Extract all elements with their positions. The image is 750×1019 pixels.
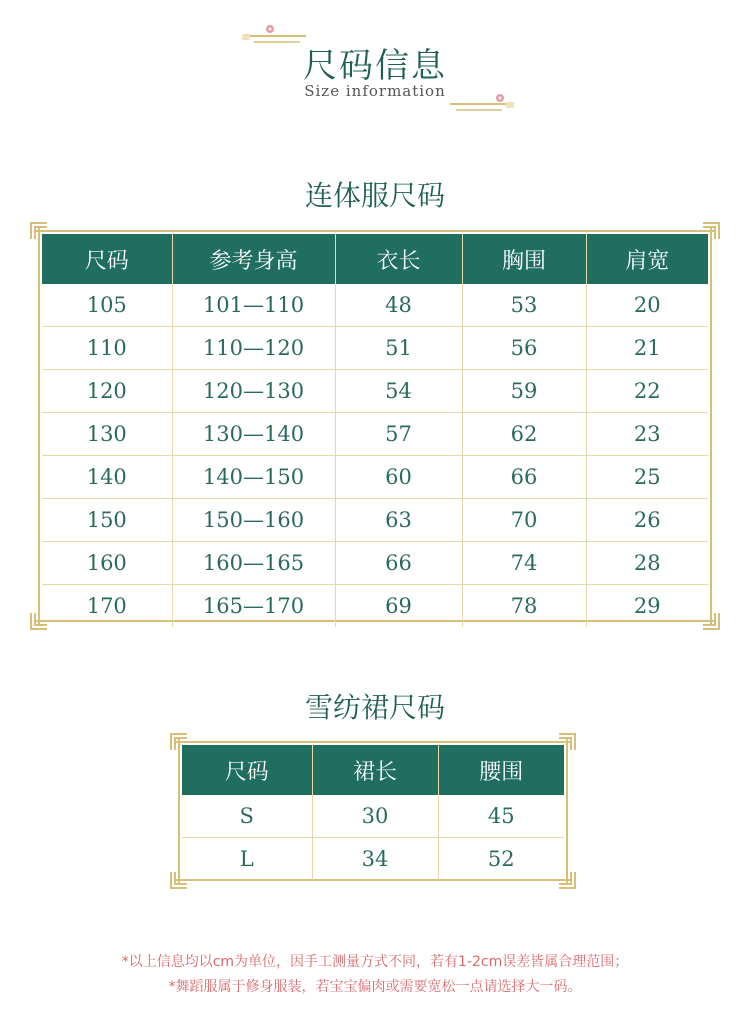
table-cell: 52 (487, 847, 515, 871)
table-cell: 170 (42, 585, 172, 628)
table-cell: 160—165 (172, 542, 335, 585)
table-row (42, 370, 708, 413)
table-row (42, 413, 708, 456)
note-line: *以上信息均以cm为单位，因手工测量方式不同，若有1-2cm误差皆属合理范围； (121, 954, 629, 970)
column-header: 尺码 (182, 745, 312, 795)
table-cell: 66 (462, 456, 586, 499)
table-cell: 30 (312, 795, 438, 838)
table-cell: 48 (335, 284, 462, 327)
table-cell: 28 (586, 542, 708, 585)
table-cell: 130 (42, 413, 172, 456)
table-cell: 105 (42, 284, 172, 327)
table-cell: 51 (335, 327, 462, 370)
table-cell: 160 (42, 542, 172, 585)
table-row (42, 585, 708, 628)
table-cell: 120 (42, 370, 172, 413)
table-cell: 60 (335, 456, 462, 499)
table-cell: 45 (438, 795, 564, 838)
table-cell: 20 (586, 284, 708, 327)
table-header-row (182, 745, 564, 795)
table-cell: 130—140 (172, 413, 335, 456)
page-header (0, 0, 750, 130)
table-cell: 74 (462, 542, 586, 585)
column-header: 衣长 (335, 234, 462, 284)
table-cell: L (182, 838, 312, 881)
table-cell: 69 (335, 585, 462, 628)
table-cell: 54 (335, 370, 462, 413)
column-header: 胸围 (462, 234, 586, 284)
table-cell: 57 (335, 413, 462, 456)
table-row (42, 284, 708, 327)
table-cell: 22 (586, 370, 708, 413)
table-cell: 34 (312, 838, 438, 881)
table-cell: 70 (462, 499, 586, 542)
table-row (42, 542, 708, 585)
table-cell: 101—110 (172, 284, 335, 327)
skirt-size-table-frame (170, 733, 576, 889)
table-row (42, 499, 708, 542)
page-title: 尺码信息 (303, 46, 447, 86)
table-cell: 59 (462, 370, 586, 413)
table-cell: 63 (335, 499, 462, 542)
notes (0, 950, 750, 1000)
table-cell: 26 (586, 499, 708, 542)
table-row (182, 838, 564, 881)
table-row (42, 327, 708, 370)
table-cell: 110—120 (172, 327, 335, 370)
table-cell: 21 (586, 327, 708, 370)
chiffon-skirt-size-title: 雪纺裙尺码 (304, 691, 445, 724)
note-line: *舞蹈服属于修身服装，若宝宝偏肉或需要宽松一点请选择大一码。 (168, 979, 582, 995)
page-subtitle: Size information (304, 82, 446, 100)
table-cell: 66 (335, 542, 462, 585)
table-cell: 140—150 (172, 456, 335, 499)
table-cell: 29 (633, 594, 661, 618)
cloud-decoration-icon (446, 92, 516, 118)
table-cell: 53 (462, 284, 586, 327)
table-cell: 150 (42, 499, 172, 542)
table-cell: 25 (586, 456, 708, 499)
table-cell: 110 (42, 327, 172, 370)
table-cell: 120—130 (172, 370, 335, 413)
skirt-size-table (182, 745, 564, 880)
column-header: 裙长 (312, 745, 438, 795)
column-header: 腰围 (438, 745, 564, 795)
column-header: 尺码 (42, 234, 172, 284)
table-cell: 78 (462, 585, 586, 628)
table-cell: 150—160 (172, 499, 335, 542)
column-header: 参考身高 (172, 234, 335, 284)
table-cell: 56 (462, 327, 586, 370)
table-cell: S (182, 795, 312, 838)
table-cell: 23 (586, 413, 708, 456)
column-header: 肩宽 (586, 234, 708, 284)
table-row (42, 456, 708, 499)
table-cell: 140 (42, 456, 172, 499)
jumpsuit-size-table-frame (30, 222, 720, 630)
table-row (182, 795, 564, 838)
jumpsuit-size-title: 连体服尺码 (304, 179, 445, 212)
table-cell: 165—170 (172, 585, 335, 628)
table-cell: 62 (462, 413, 586, 456)
table-header-row (42, 234, 708, 284)
jumpsuit-size-table (42, 234, 708, 627)
